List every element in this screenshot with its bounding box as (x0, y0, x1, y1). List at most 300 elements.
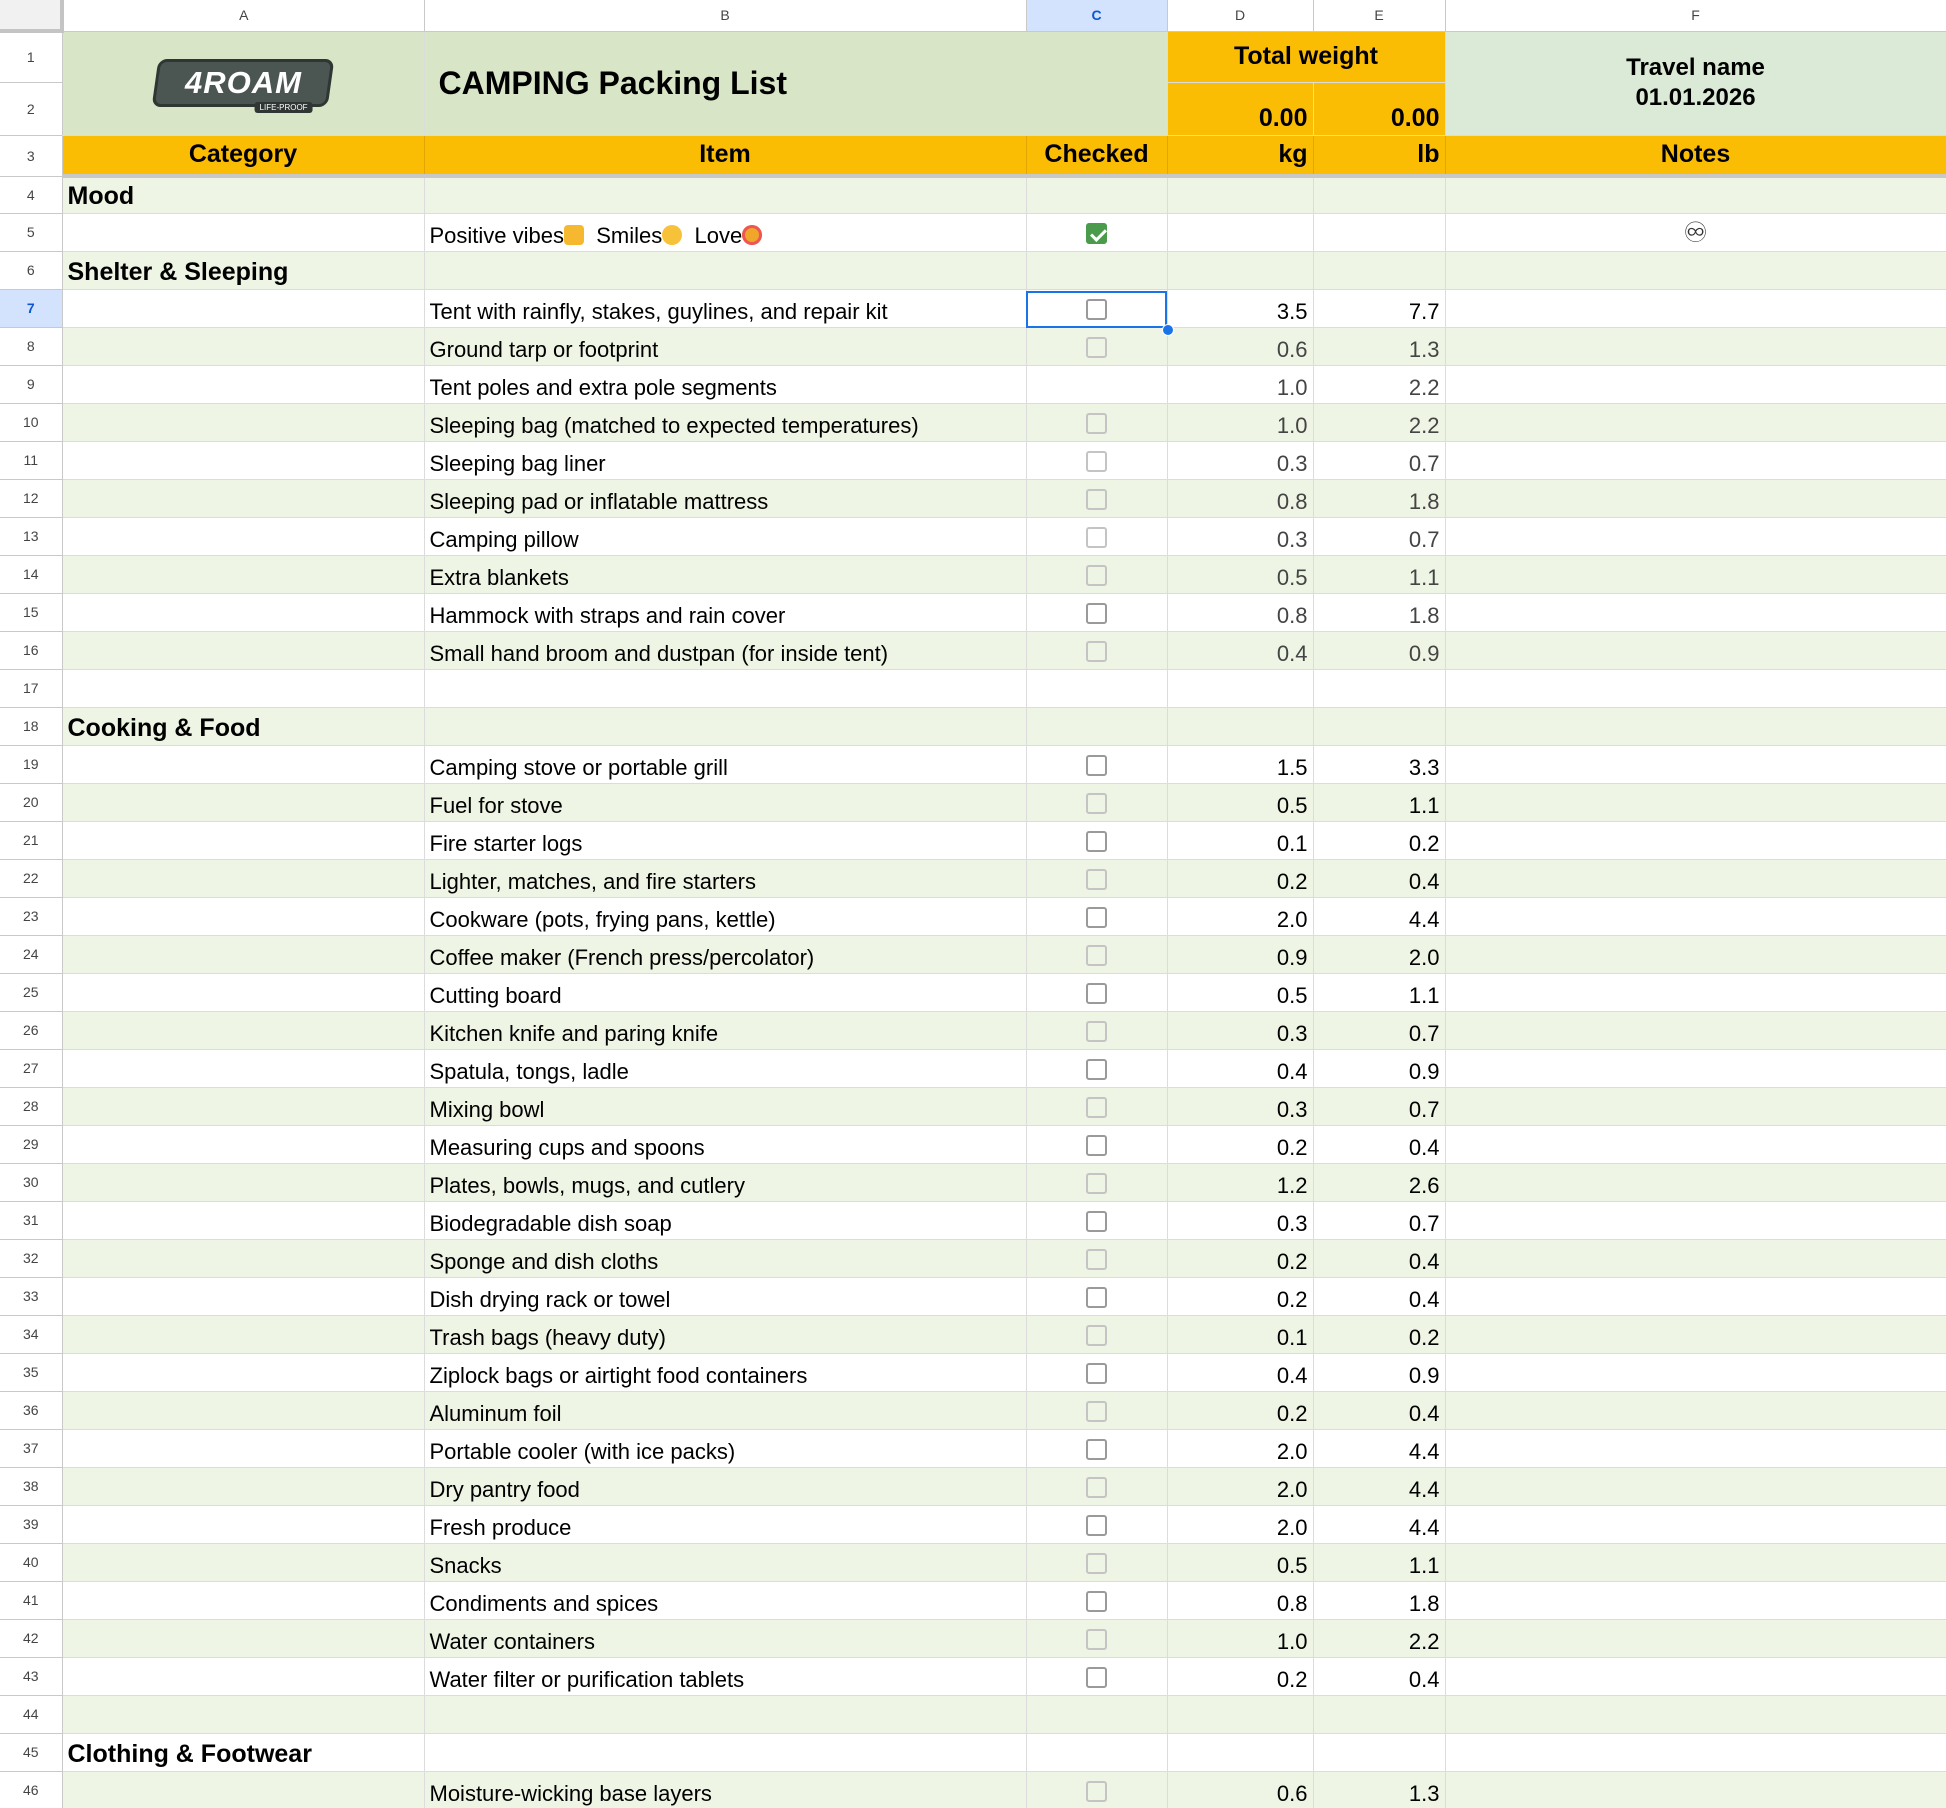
notes-cell[interactable] (1445, 1771, 1946, 1808)
notes-cell[interactable] (1445, 289, 1946, 327)
header-category[interactable]: Category (62, 135, 424, 176)
checked-cell[interactable] (1026, 1277, 1167, 1315)
cell[interactable] (1167, 669, 1313, 707)
weight-kg[interactable]: 2.0 (1167, 1429, 1313, 1467)
checked-cell[interactable] (1026, 935, 1167, 973)
cell[interactable] (62, 821, 424, 859)
weight-kg[interactable]: 0.5 (1167, 783, 1313, 821)
header-notes[interactable]: Notes (1445, 135, 1946, 176)
item-name[interactable]: Fire starter logs (424, 821, 1026, 859)
cell[interactable] (62, 897, 424, 935)
checked-cell[interactable] (1026, 365, 1167, 403)
item-name[interactable]: Ziplock bags or airtight food containers (424, 1353, 1026, 1391)
checked-cell[interactable] (1026, 1011, 1167, 1049)
row-header[interactable]: 25 (0, 973, 62, 1011)
cell[interactable] (62, 935, 424, 973)
cell[interactable] (62, 1505, 424, 1543)
cell[interactable] (62, 1429, 424, 1467)
checked-cell[interactable] (1026, 1049, 1167, 1087)
travel-info-cell[interactable] (1445, 31, 1946, 135)
checkbox-checked[interactable] (1086, 223, 1107, 244)
checked-cell[interactable] (1026, 1657, 1167, 1695)
cell[interactable] (1167, 1695, 1313, 1733)
cell[interactable] (62, 1771, 424, 1808)
checked-cell[interactable] (1026, 783, 1167, 821)
cell[interactable] (1445, 176, 1946, 213)
checkbox[interactable] (1086, 1249, 1107, 1270)
cell[interactable] (62, 289, 424, 327)
row-header[interactable]: 7 (0, 289, 62, 327)
cell[interactable] (1026, 176, 1167, 213)
weight-kg[interactable]: 0.2 (1167, 1657, 1313, 1695)
notes-cell[interactable] (1445, 1277, 1946, 1315)
item-name[interactable]: Fresh produce (424, 1505, 1026, 1543)
checkbox[interactable] (1086, 869, 1107, 890)
row-header[interactable]: 1 (0, 31, 62, 82)
weight-lb[interactable]: 1.8 (1313, 479, 1445, 517)
checked-cell[interactable] (1026, 821, 1167, 859)
category-cooking[interactable]: Cooking & Food (62, 707, 424, 745)
checkbox[interactable] (1086, 983, 1107, 1004)
checkbox[interactable] (1086, 299, 1107, 320)
weight-kg[interactable]: 0.2 (1167, 1277, 1313, 1315)
weight-kg[interactable]: 1.0 (1167, 365, 1313, 403)
weight-kg[interactable]: 0.1 (1167, 821, 1313, 859)
weight-lb[interactable]: 0.7 (1313, 1201, 1445, 1239)
checkbox[interactable] (1086, 1401, 1107, 1422)
cell[interactable] (62, 1581, 424, 1619)
row-header[interactable]: 3 (0, 135, 62, 176)
row-header[interactable]: 16 (0, 631, 62, 669)
category-shelter[interactable]: Shelter & Sleeping (62, 251, 424, 289)
weight-lb[interactable]: 0.2 (1313, 1315, 1445, 1353)
checked-cell[interactable] (1026, 1239, 1167, 1277)
weight-lb[interactable]: 0.2 (1313, 821, 1445, 859)
notes-cell[interactable] (1445, 859, 1946, 897)
weight-lb[interactable]: 0.7 (1313, 517, 1445, 555)
cell[interactable] (62, 631, 424, 669)
weight-lb[interactable]: 1.1 (1313, 555, 1445, 593)
notes-cell[interactable] (1445, 1125, 1946, 1163)
row-header[interactable]: 2 (0, 82, 62, 135)
weight-lb[interactable]: 2.6 (1313, 1163, 1445, 1201)
notes-cell[interactable] (1445, 555, 1946, 593)
checked-cell[interactable] (1026, 897, 1167, 935)
notes-cell[interactable] (1445, 1657, 1946, 1695)
header-item[interactable]: Item (424, 135, 1026, 176)
cell[interactable] (62, 1391, 424, 1429)
checkbox[interactable] (1086, 1553, 1107, 1574)
row-header[interactable]: 32 (0, 1239, 62, 1277)
item-name[interactable]: Lighter, matches, and fire starters (424, 859, 1026, 897)
weight-kg[interactable]: 0.8 (1167, 1581, 1313, 1619)
notes-cell[interactable] (1445, 213, 1946, 251)
notes-cell[interactable] (1445, 479, 1946, 517)
row-header[interactable]: 12 (0, 479, 62, 517)
cell[interactable] (1313, 707, 1445, 745)
weight-kg[interactable]: 0.3 (1167, 517, 1313, 555)
category-clothing[interactable]: Clothing & Footwear (62, 1733, 424, 1771)
weight-lb[interactable]: 1.1 (1313, 973, 1445, 1011)
weight-lb[interactable]: 1.3 (1313, 1771, 1445, 1808)
cell[interactable] (62, 783, 424, 821)
weight-kg[interactable]: 1.5 (1167, 745, 1313, 783)
cell[interactable] (62, 1163, 424, 1201)
select-all-corner[interactable] (0, 0, 62, 31)
weight-lb[interactable]: 0.4 (1313, 859, 1445, 897)
cell[interactable] (1026, 669, 1167, 707)
checkbox[interactable] (1086, 831, 1107, 852)
cell[interactable] (1167, 176, 1313, 213)
column-header-b[interactable]: B (424, 0, 1026, 31)
checkbox[interactable] (1086, 641, 1107, 662)
weight-kg[interactable]: 2.0 (1167, 1505, 1313, 1543)
checked-cell[interactable] (1026, 479, 1167, 517)
checked-cell[interactable] (1026, 1619, 1167, 1657)
row-header[interactable]: 13 (0, 517, 62, 555)
item-name[interactable]: Tent poles and extra pole segments (424, 365, 1026, 403)
item-name[interactable]: Water containers (424, 1619, 1026, 1657)
item-name[interactable]: Fuel for stove (424, 783, 1026, 821)
cell[interactable] (424, 176, 1026, 213)
item-name[interactable]: Coffee maker (French press/percolator) (424, 935, 1026, 973)
row-header[interactable]: 28 (0, 1087, 62, 1125)
weight-kg[interactable]: 0.5 (1167, 555, 1313, 593)
weight-lb[interactable]: 4.4 (1313, 1505, 1445, 1543)
weight-lb[interactable]: 0.7 (1313, 1087, 1445, 1125)
checkbox[interactable] (1086, 1097, 1107, 1118)
notes-cell[interactable] (1445, 1315, 1946, 1353)
cell[interactable] (424, 1733, 1026, 1771)
checkbox[interactable] (1086, 1173, 1107, 1194)
cell[interactable] (62, 859, 424, 897)
weight-lb[interactable]: 0.4 (1313, 1391, 1445, 1429)
weight-kg[interactable]: 0.1 (1167, 1315, 1313, 1353)
checkbox[interactable] (1086, 1287, 1107, 1308)
checkbox[interactable] (1086, 1439, 1107, 1460)
row-header[interactable]: 26 (0, 1011, 62, 1049)
weight-lb[interactable]: 7.7 (1313, 289, 1445, 327)
cell[interactable] (62, 365, 424, 403)
weight-kg[interactable]: 1.0 (1167, 1619, 1313, 1657)
cell[interactable] (1445, 669, 1946, 707)
weight-kg[interactable]: 3.5 (1167, 289, 1313, 327)
notes-cell[interactable] (1445, 1619, 1946, 1657)
weight-kg[interactable]: 0.3 (1167, 1201, 1313, 1239)
column-header-a[interactable]: A (62, 0, 424, 31)
item-name[interactable]: Sleeping pad or inflatable mattress (424, 479, 1026, 517)
checkbox[interactable] (1086, 1363, 1107, 1384)
notes-cell[interactable] (1445, 745, 1946, 783)
notes-cell[interactable] (1445, 1429, 1946, 1467)
item-name[interactable]: Moisture-wicking base layers (424, 1771, 1026, 1808)
notes-cell[interactable] (1445, 327, 1946, 365)
row-header[interactable]: 8 (0, 327, 62, 365)
notes-cell[interactable] (1445, 365, 1946, 403)
cell[interactable] (62, 1543, 424, 1581)
weight-lb[interactable]: 2.2 (1313, 403, 1445, 441)
item-name[interactable]: Sponge and dish cloths (424, 1239, 1026, 1277)
cell[interactable] (62, 1087, 424, 1125)
cell[interactable] (1167, 251, 1313, 289)
header-checked[interactable]: Checked (1026, 135, 1167, 176)
item-name[interactable]: Hammock with straps and rain cover (424, 593, 1026, 631)
row-header[interactable]: 40 (0, 1543, 62, 1581)
row-header[interactable]: 36 (0, 1391, 62, 1429)
row-header[interactable]: 6 (0, 251, 62, 289)
column-header-e[interactable]: E (1313, 0, 1445, 31)
cell[interactable] (424, 251, 1026, 289)
item-name[interactable]: Ground tarp or footprint (424, 327, 1026, 365)
notes-cell[interactable] (1445, 897, 1946, 935)
checkbox[interactable] (1086, 1667, 1107, 1688)
notes-cell[interactable] (1445, 403, 1946, 441)
item-name[interactable]: Trash bags (heavy duty) (424, 1315, 1026, 1353)
cell[interactable] (1313, 176, 1445, 213)
weight-lb[interactable]: 3.3 (1313, 745, 1445, 783)
row-header[interactable]: 11 (0, 441, 62, 479)
weight-kg[interactable]: 0.9 (1167, 935, 1313, 973)
checked-cell[interactable] (1026, 1543, 1167, 1581)
cell[interactable] (1445, 251, 1946, 289)
cell[interactable] (62, 1619, 424, 1657)
column-header-d[interactable]: D (1167, 0, 1313, 31)
item-name[interactable]: Snacks (424, 1543, 1026, 1581)
weight-kg[interactable]: 0.5 (1167, 1543, 1313, 1581)
cell[interactable] (62, 327, 424, 365)
item-name[interactable]: Portable cooler (with ice packs) (424, 1429, 1026, 1467)
weight-kg[interactable]: 0.8 (1167, 593, 1313, 631)
checkbox[interactable] (1086, 527, 1107, 548)
notes-cell[interactable] (1445, 1581, 1946, 1619)
checkbox[interactable] (1086, 793, 1107, 814)
cell[interactable] (1445, 1733, 1946, 1771)
weight-lb[interactable]: 0.9 (1313, 1353, 1445, 1391)
item-name[interactable]: Cutting board (424, 973, 1026, 1011)
weight-kg[interactable]: 0.3 (1167, 441, 1313, 479)
notes-cell[interactable] (1445, 1239, 1946, 1277)
row-header[interactable]: 44 (0, 1695, 62, 1733)
weight-lb[interactable]: 2.0 (1313, 935, 1445, 973)
weight-kg[interactable]: 0.2 (1167, 1391, 1313, 1429)
checkbox[interactable] (1086, 489, 1107, 510)
checked-cell[interactable] (1026, 213, 1167, 251)
notes-cell[interactable] (1445, 1011, 1946, 1049)
weight-kg[interactable]: 0.4 (1167, 631, 1313, 669)
notes-cell[interactable] (1445, 1391, 1946, 1429)
row-header[interactable]: 9 (0, 365, 62, 403)
fill-handle[interactable] (1162, 324, 1174, 336)
row-header[interactable]: 31 (0, 1201, 62, 1239)
checked-cell[interactable] (1026, 289, 1167, 327)
checkbox[interactable] (1086, 1325, 1107, 1346)
weight-lb[interactable]: 2.2 (1313, 1619, 1445, 1657)
header-kg[interactable]: kg (1167, 135, 1313, 176)
cell[interactable] (1026, 1733, 1167, 1771)
cell[interactable] (62, 1201, 424, 1239)
checkbox[interactable] (1086, 1477, 1107, 1498)
row-header[interactable]: 34 (0, 1315, 62, 1353)
checkbox[interactable] (1086, 1135, 1107, 1156)
item-name[interactable]: Dry pantry food (424, 1467, 1026, 1505)
cell[interactable] (1313, 669, 1445, 707)
item-name[interactable]: Small hand broom and dustpan (for inside tent) (424, 631, 1026, 669)
row-header[interactable]: 22 (0, 859, 62, 897)
checkbox[interactable] (1086, 945, 1107, 966)
notes-cell[interactable] (1445, 1543, 1946, 1581)
cell[interactable] (62, 1277, 424, 1315)
checked-cell[interactable] (1026, 327, 1167, 365)
checkbox[interactable] (1086, 1021, 1107, 1042)
weight-lb[interactable]: 0.4 (1313, 1125, 1445, 1163)
checkbox[interactable] (1086, 907, 1107, 928)
category-mood[interactable]: Mood (62, 176, 424, 213)
cell[interactable] (1313, 251, 1445, 289)
item-name[interactable]: Sleeping bag liner (424, 441, 1026, 479)
cell[interactable] (62, 1011, 424, 1049)
row-header[interactable]: 21 (0, 821, 62, 859)
cell[interactable] (1445, 1695, 1946, 1733)
checked-cell[interactable] (1026, 745, 1167, 783)
cell[interactable] (62, 213, 424, 251)
weight-lb[interactable]: 1.1 (1313, 1543, 1445, 1581)
cell[interactable] (62, 479, 424, 517)
weight-lb[interactable]: 0.7 (1313, 1011, 1445, 1049)
weight-kg[interactable]: 0.2 (1167, 1239, 1313, 1277)
total-lb-value[interactable]: 0.00 (1313, 82, 1445, 135)
cell[interactable] (62, 555, 424, 593)
weight-kg[interactable]: 0.4 (1167, 1049, 1313, 1087)
weight-kg[interactable]: 0.3 (1167, 1011, 1313, 1049)
item-name[interactable]: Dish drying rack or towel (424, 1277, 1026, 1315)
cell[interactable] (1313, 1733, 1445, 1771)
row-header[interactable]: 24 (0, 935, 62, 973)
checkbox[interactable] (1086, 603, 1107, 624)
item-name[interactable]: Tent with rainfly, stakes, guylines, and repair kit (424, 289, 1026, 327)
weight-kg[interactable]: 1.0 (1167, 403, 1313, 441)
cell[interactable] (62, 1467, 424, 1505)
row-header[interactable]: 35 (0, 1353, 62, 1391)
cell[interactable] (62, 973, 424, 1011)
weight-lb[interactable]: 1.8 (1313, 593, 1445, 631)
item-name[interactable]: Kitchen knife and paring knife (424, 1011, 1026, 1049)
cell[interactable] (1445, 707, 1946, 745)
cell[interactable] (1313, 1695, 1445, 1733)
row-header[interactable]: 38 (0, 1467, 62, 1505)
notes-cell[interactable] (1445, 517, 1946, 555)
checked-cell[interactable] (1026, 1163, 1167, 1201)
row-header[interactable]: 4 (0, 176, 62, 213)
row-header[interactable]: 45 (0, 1733, 62, 1771)
row-header[interactable]: 29 (0, 1125, 62, 1163)
checkbox[interactable] (1086, 1629, 1107, 1650)
notes-cell[interactable] (1445, 935, 1946, 973)
cell[interactable] (62, 403, 424, 441)
cell[interactable] (1167, 1733, 1313, 1771)
checkbox[interactable] (1086, 413, 1107, 434)
cell[interactable] (62, 1049, 424, 1087)
item-name[interactable]: Water filter or purification tablets (424, 1657, 1026, 1695)
checked-cell[interactable] (1026, 1125, 1167, 1163)
weight-lb[interactable]: 1.8 (1313, 1581, 1445, 1619)
checked-cell[interactable] (1026, 1429, 1167, 1467)
checked-cell[interactable] (1026, 555, 1167, 593)
notes-cell[interactable] (1445, 1087, 1946, 1125)
checked-cell[interactable] (1026, 973, 1167, 1011)
row-header[interactable]: 23 (0, 897, 62, 935)
checked-cell[interactable] (1026, 1505, 1167, 1543)
weight-lb[interactable]: 0.9 (1313, 1049, 1445, 1087)
notes-cell[interactable] (1445, 1049, 1946, 1087)
cell[interactable] (62, 1315, 424, 1353)
row-header[interactable]: 39 (0, 1505, 62, 1543)
notes-cell[interactable] (1445, 593, 1946, 631)
row-header[interactable]: 42 (0, 1619, 62, 1657)
notes-cell[interactable] (1445, 973, 1946, 1011)
weight-kg[interactable]: 0.2 (1167, 859, 1313, 897)
item-name[interactable]: Camping stove or portable grill (424, 745, 1026, 783)
row-header[interactable]: 37 (0, 1429, 62, 1467)
weight-kg[interactable]: 1.2 (1167, 1163, 1313, 1201)
row-header[interactable]: 27 (0, 1049, 62, 1087)
checkbox[interactable] (1086, 451, 1107, 472)
notes-cell[interactable] (1445, 631, 1946, 669)
cell[interactable] (62, 517, 424, 555)
checked-cell[interactable] (1026, 1315, 1167, 1353)
weight-lb[interactable]: 2.2 (1313, 365, 1445, 403)
cell[interactable] (62, 441, 424, 479)
weight-lb[interactable]: 4.4 (1313, 1467, 1445, 1505)
row-header[interactable]: 17 (0, 669, 62, 707)
checked-cell[interactable] (1026, 517, 1167, 555)
cell[interactable] (424, 669, 1026, 707)
checked-cell[interactable] (1026, 1467, 1167, 1505)
weight-kg[interactable]: 0.6 (1167, 1771, 1313, 1808)
cell[interactable] (62, 1239, 424, 1277)
checkbox[interactable] (1086, 565, 1107, 586)
item-name[interactable]: Cookware (pots, frying pans, kettle) (424, 897, 1026, 935)
row-header[interactable]: 43 (0, 1657, 62, 1695)
checkbox[interactable] (1086, 755, 1107, 776)
mood-item[interactable] (424, 213, 1026, 251)
row-header[interactable]: 30 (0, 1163, 62, 1201)
row-header[interactable]: 5 (0, 213, 62, 251)
logo-cell[interactable] (62, 31, 424, 135)
notes-cell[interactable] (1445, 783, 1946, 821)
cell[interactable] (62, 669, 424, 707)
cell[interactable] (424, 1695, 1026, 1733)
cell[interactable] (62, 1125, 424, 1163)
cell[interactable] (1167, 213, 1313, 251)
checkbox[interactable] (1086, 337, 1107, 358)
checked-cell[interactable] (1026, 1581, 1167, 1619)
weight-lb[interactable]: 4.4 (1313, 897, 1445, 935)
row-header[interactable]: 33 (0, 1277, 62, 1315)
weight-kg[interactable]: 2.0 (1167, 1467, 1313, 1505)
item-name[interactable]: Aluminum foil (424, 1391, 1026, 1429)
notes-cell[interactable] (1445, 441, 1946, 479)
cell[interactable] (1026, 251, 1167, 289)
weight-lb[interactable]: 0.4 (1313, 1657, 1445, 1695)
checked-cell[interactable] (1026, 1353, 1167, 1391)
weight-kg[interactable]: 0.6 (1167, 327, 1313, 365)
weight-lb[interactable]: 1.3 (1313, 327, 1445, 365)
checkbox[interactable] (1086, 1591, 1107, 1612)
weight-lb[interactable]: 0.4 (1313, 1239, 1445, 1277)
header-lb[interactable]: lb (1313, 135, 1445, 176)
row-header[interactable]: 15 (0, 593, 62, 631)
row-header[interactable]: 20 (0, 783, 62, 821)
